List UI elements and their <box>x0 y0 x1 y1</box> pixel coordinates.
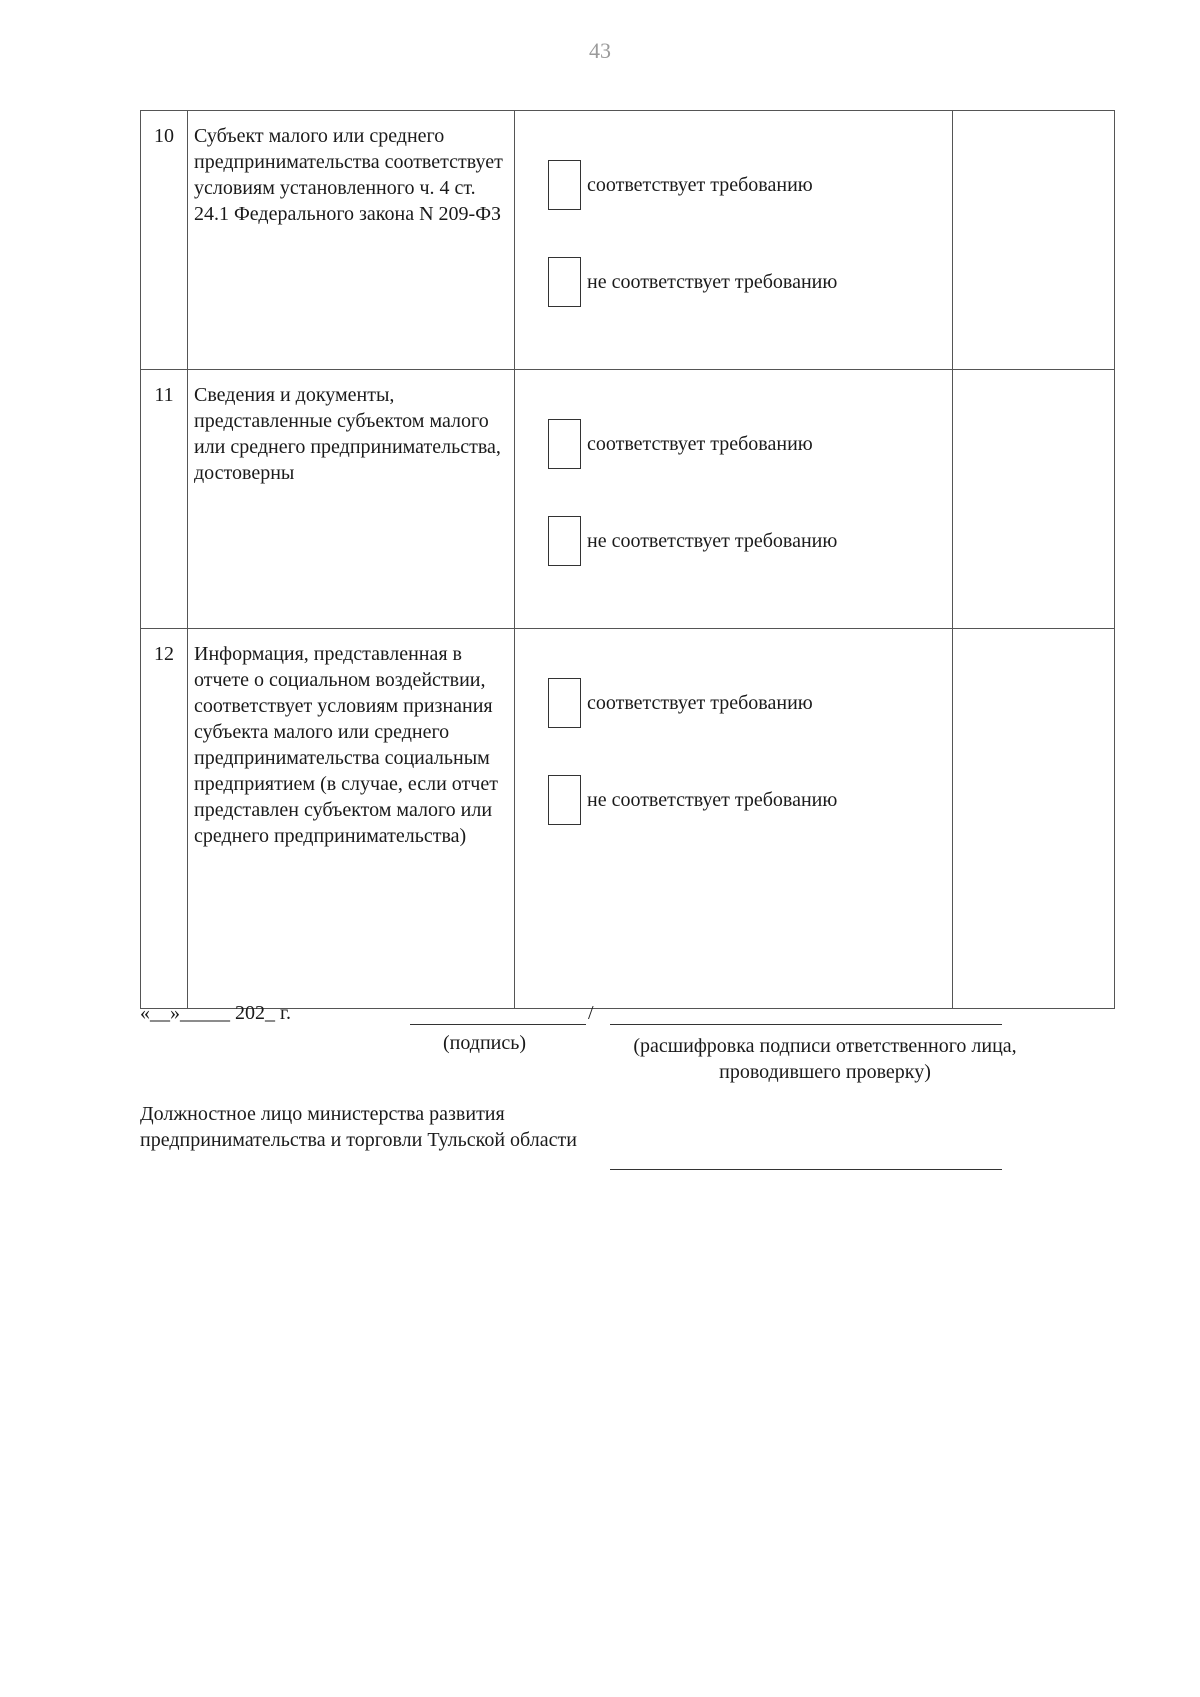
row-number: 11 <box>141 370 188 629</box>
option-not-complies[interactable] <box>548 774 952 826</box>
table-row <box>141 370 1115 629</box>
notes-cell <box>953 629 1115 1009</box>
option-not-complies[interactable] <box>548 515 952 567</box>
signature-block <box>140 1000 1120 1200</box>
row-number: 10 <box>141 111 188 370</box>
options-cell <box>515 629 953 1009</box>
criterion-text: Субъект малого или среднего предпринимательства соответствует условиям установленного ч. 4 ст. 24.1 Федерального закона N 209-ФЗ <box>188 111 515 370</box>
option-complies[interactable] <box>548 159 952 211</box>
separator-slash: / <box>588 1002 594 1024</box>
date-field[interactable]: «__»_____ 202_ г. <box>140 1002 291 1024</box>
checkbox[interactable] <box>548 775 581 825</box>
checkbox[interactable] <box>548 160 581 210</box>
options-cell <box>515 370 953 629</box>
notes-cell <box>953 370 1115 629</box>
page-number: 43 <box>589 38 611 63</box>
official-signature-line[interactable] <box>610 1169 1002 1170</box>
signature-decode-line[interactable] <box>610 1024 1002 1025</box>
table-row <box>141 111 1115 370</box>
checkbox[interactable] <box>548 678 581 728</box>
signature-decode-caption: (расшифровка подписи ответственного лица, проводившего проверку) <box>633 1035 1017 1083</box>
checkbox[interactable] <box>548 419 581 469</box>
options-cell <box>515 111 953 370</box>
checkbox[interactable] <box>548 516 581 566</box>
notes-cell <box>953 111 1115 370</box>
option-label: соответствует требованию <box>587 433 813 455</box>
option-not-complies[interactable] <box>548 256 952 308</box>
row-number: 12 <box>141 629 188 1009</box>
checkbox[interactable] <box>548 257 581 307</box>
table-row <box>141 629 1115 1009</box>
option-label: не соответствует требованию <box>587 789 838 811</box>
option-complies[interactable] <box>548 677 952 729</box>
option-label: соответствует требованию <box>587 692 813 714</box>
signature-line[interactable] <box>410 1024 586 1025</box>
checklist-table <box>140 110 1115 1009</box>
option-label: не соответствует требованию <box>587 530 838 552</box>
official-label: Должностное лицо министерства развития предпринимательства и торговли Тульской области <box>140 1103 577 1151</box>
option-complies[interactable] <box>548 418 952 470</box>
criterion-text: Сведения и документы, представленные субъектом малого или среднего предпринимательства, достоверны <box>188 370 515 629</box>
signature-caption: (подпись) <box>443 1032 527 1054</box>
option-label: соответствует требованию <box>587 174 813 196</box>
option-label: не соответствует требованию <box>587 271 838 293</box>
criterion-text: Информация, представленная в отчете о социальном воздействии, соответствует условиям признания субъекта малого или среднего предпринимательства социальным предприятием (в случае, если отчет представлен субъектом малого или среднего предпринимательства) <box>188 629 515 1009</box>
